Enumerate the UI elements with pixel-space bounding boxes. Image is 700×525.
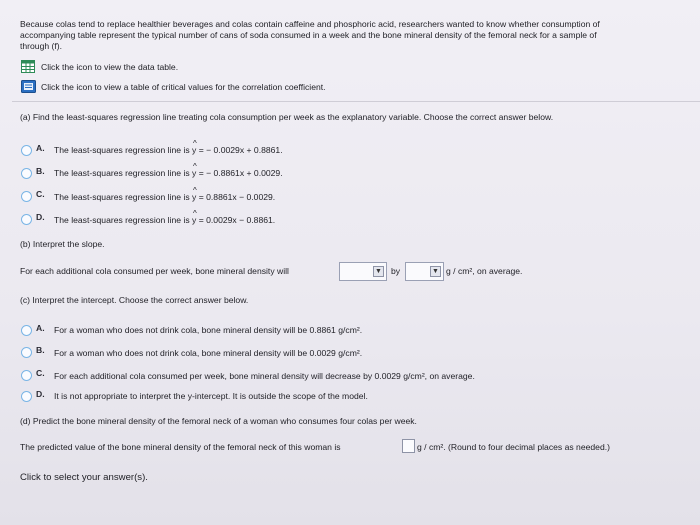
intro-line-2: accompanying table represent the typical number of cans of soda consumed in a week and the bone mineral density of the femoral neck for a sample of xyxy=(20,30,597,40)
option-text: The least-squares regression line is ^ y = − 0.0029x + 0.8861. xyxy=(54,145,283,156)
radio-button[interactable] xyxy=(21,145,32,156)
table-icon[interactable] xyxy=(21,60,35,73)
option-letter: A. xyxy=(36,323,45,333)
part-d-sentence-end: g / cm². (Round to four decimal places as needed.) xyxy=(417,442,610,452)
part-b-question: (b) Interpret the slope. xyxy=(20,239,105,249)
data-table-link[interactable]: Click the icon to view the data table. xyxy=(41,62,179,72)
part-b-unit: g / cm², on average. xyxy=(446,266,523,276)
intro-line-3: through (f). xyxy=(20,41,63,51)
part-d-sentence-start: The predicted value of the bone mineral density of the femoral neck of this woman is xyxy=(20,442,341,452)
divider xyxy=(12,101,700,102)
intro-line-1: Because colas tend to replace healthier beverages and colas contain caffeine and phosphoric acid, researchers wanted to know whether consumption of xyxy=(20,19,600,29)
option-letter: A. xyxy=(36,143,45,153)
radio-button[interactable] xyxy=(21,347,32,358)
part-a-question: (a) Find the least-squares regression line treating cola consumption per week as the explanatory variable. Choose the correct answer below. xyxy=(20,112,554,122)
option-letter: B. xyxy=(36,166,45,176)
option-text: It is not appropriate to interpret the y-intercept. It is outside the scope of the model. xyxy=(54,391,368,401)
radio-button[interactable] xyxy=(21,391,32,402)
radio-button[interactable] xyxy=(21,168,32,179)
option-letter: C. xyxy=(36,368,45,378)
radio-button[interactable] xyxy=(21,191,32,202)
part-d-question: (d) Predict the bone mineral density of the femoral neck of a woman who consumes four colas per week. xyxy=(20,416,417,426)
by-label: by xyxy=(391,266,401,276)
part-c-question: (c) Interpret the intercept. Choose the correct answer below. xyxy=(20,295,249,305)
book-icon[interactable] xyxy=(21,80,36,93)
radio-button[interactable] xyxy=(21,214,32,225)
radio-button[interactable] xyxy=(21,325,32,336)
amount-dropdown[interactable] xyxy=(405,262,444,281)
direction-dropdown[interactable] xyxy=(339,262,387,281)
option-text: The least-squares regression line is ^ y = 0.8861x − 0.0029. xyxy=(54,192,275,203)
option-text: The least-squares regression line is ^ y = − 0.8861x + 0.0029. xyxy=(54,168,283,179)
option-letter: D. xyxy=(36,212,45,222)
critical-values-link[interactable]: Click the icon to view a table of critical values for the correlation coefficient. xyxy=(41,82,326,92)
option-letter: D. xyxy=(36,389,45,399)
triangle-down-icon: ▼ xyxy=(373,266,384,277)
option-text: The least-squares regression line is ^ y = 0.0029x − 0.8861. xyxy=(54,215,275,226)
radio-button[interactable] xyxy=(21,370,32,381)
option-text: For a woman who does not drink cola, bone mineral density will be 0.8861 g/cm². xyxy=(54,325,363,335)
option-text: For a woman who does not drink cola, bone mineral density will be 0.0029 g/cm². xyxy=(54,348,363,358)
triangle-down-icon: ▼ xyxy=(430,266,441,277)
select-answer-prompt: Click to select your answer(s). xyxy=(20,472,148,483)
part-b-sentence-start: For each additional cola consumed per week, bone mineral density will xyxy=(20,266,289,276)
prediction-answer-input[interactable] xyxy=(402,439,415,453)
option-letter: C. xyxy=(36,189,45,199)
option-letter: B. xyxy=(36,345,45,355)
option-text: For each additional cola consumed per week, bone mineral density will decrease by 0.0029 g/cm², on average. xyxy=(54,371,475,381)
